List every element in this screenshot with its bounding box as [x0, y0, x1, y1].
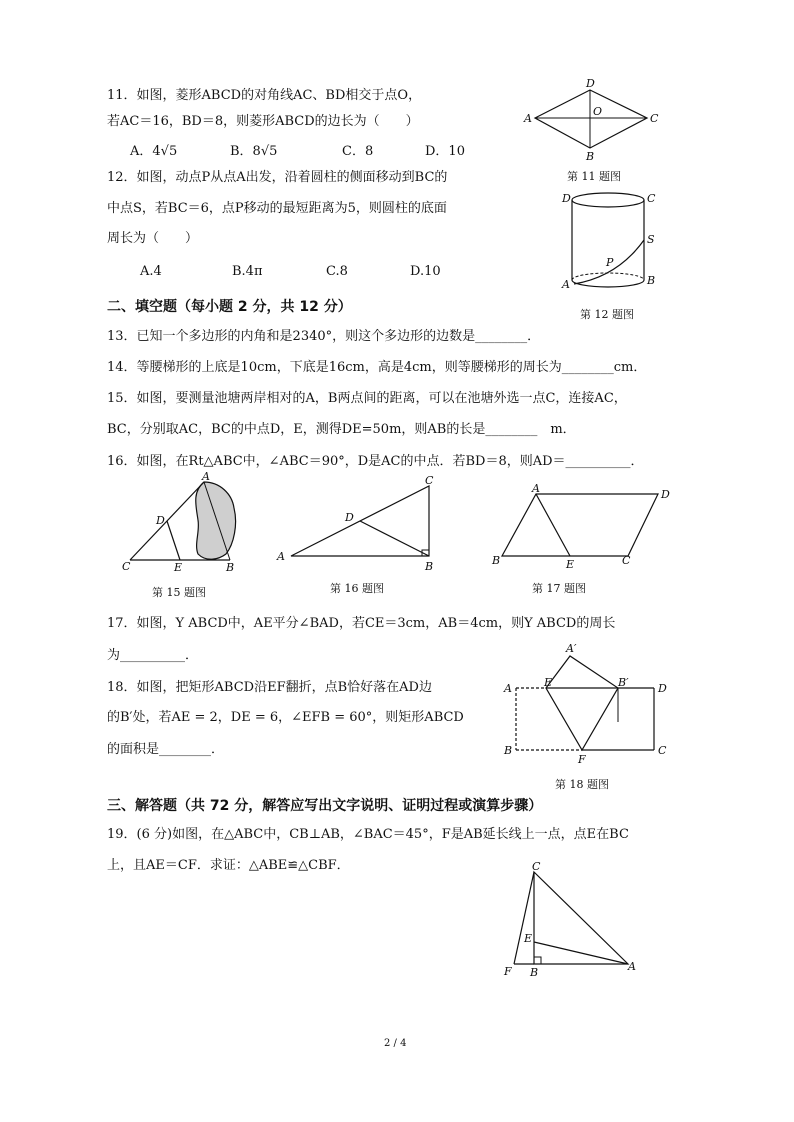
- q18-caption: 第 18 题图: [555, 778, 609, 791]
- q19-line1: 19．(6 分)如图，在△ABC中，CB⊥AB，∠BAC＝45°，F是AB延长线上一点，点E在BC: [107, 827, 629, 842]
- q18-label-c: C: [658, 744, 667, 757]
- q15-line2: BC，分别取AC，BC的中点D，E，测得DE=50m，则AB的长是________ m．: [107, 422, 576, 437]
- q17-label-c: C: [622, 554, 631, 567]
- q16-label-d: D: [345, 511, 354, 524]
- q12-line2: 中点S，若BC＝6，点P移动的最短距离为5，则圆柱的底面: [107, 201, 447, 216]
- q16-label-a: A: [277, 550, 285, 563]
- q12-label-d: D: [562, 192, 571, 205]
- q12-option-c: C.8: [326, 264, 348, 279]
- q11-caption: 第 11 题图: [567, 170, 621, 183]
- q16-caption: 第 16 题图: [330, 582, 384, 595]
- q11-line2: 若AC＝16，BD＝8，则菱形ABCD的边长为（ ）: [107, 114, 419, 129]
- q12-option-b: B.4π: [232, 264, 263, 279]
- section2-heading: 二、填空题（每小题 2 分，共 12 分）: [107, 299, 352, 315]
- q12-option-d: D.10: [410, 264, 441, 279]
- q18-label-f: F: [578, 753, 586, 766]
- q11-rhombus-figure: [520, 78, 670, 162]
- page-number: 2 / 4: [384, 1038, 407, 1049]
- q17-label-e: E: [566, 558, 575, 571]
- q15-caption: 第 15 题图: [152, 586, 206, 599]
- q11-label-d: D: [586, 77, 595, 90]
- q16-label-c: C: [425, 474, 434, 487]
- q19-triangle-figure: [498, 858, 648, 978]
- q18-label-e: E: [544, 676, 553, 689]
- q12-caption: 第 12 题图: [580, 308, 634, 321]
- q11-option-c: C．8: [342, 144, 374, 159]
- q19-label-c: C: [532, 860, 541, 873]
- q19-label-e: E: [524, 932, 533, 945]
- q12-cylinder-figure: [558, 188, 658, 298]
- q11-label-a: A: [524, 112, 532, 125]
- q18-label-a: A: [504, 682, 512, 695]
- q16-triangle-figure: [275, 474, 445, 573]
- q16-label-b: B: [425, 560, 434, 573]
- q17-line1: 17．如图，Y ABCD中，AE平分∠BAD，若CE＝3cm，AB＝4cm，则Y ABCD的周长: [107, 616, 616, 631]
- q13-text: 13．已知一个多边形的内角和是2340°，则这个多边形的边数是________．: [107, 329, 541, 344]
- q11-label-b: B: [586, 150, 595, 163]
- q16-text: 16．如图，在Rt△ABC中，∠ABC＝90°，D是AC的中点．若BD＝8，则AD＝__________．: [107, 454, 644, 469]
- q15-label-d: D: [156, 514, 165, 527]
- q11-line1: 11．如图，菱形ABCD的对角线AC、BD相交于点O，: [107, 88, 422, 103]
- q19-label-b: B: [530, 966, 539, 979]
- q18-label-b-prime: B′: [618, 676, 629, 689]
- q12-label-a: A: [562, 278, 570, 291]
- section3-heading: 三、解答题（共 72 分，解答应写出文字说明、证明过程或演算步骤）: [107, 798, 543, 814]
- q12-label-b: B: [647, 274, 656, 287]
- q11-option-a: A．4√5: [130, 144, 178, 159]
- q15-label-a: A: [202, 470, 210, 483]
- q18-line3: 的面积是________．: [107, 742, 225, 757]
- q18-rectangle-fold-figure: [500, 642, 680, 766]
- q17-parallelogram-figure: [488, 482, 678, 572]
- q17-caption: 第 17 题图: [532, 582, 586, 595]
- q17-line2: 为__________．: [107, 648, 199, 663]
- q19-label-a: A: [628, 960, 636, 973]
- q19-label-f: F: [504, 965, 512, 978]
- q12-label-s: S: [647, 233, 655, 246]
- q18-line1: 18．如图，把矩形ABCD沿EF翻折，点B恰好落在AD边: [107, 680, 432, 695]
- q18-label-b: B: [504, 744, 513, 757]
- q11-label-o: O: [593, 105, 603, 118]
- q18-label-d: D: [658, 682, 667, 695]
- q15-label-e: E: [174, 561, 183, 574]
- q11-option-b: B．8√5: [230, 144, 278, 159]
- q12-label-p: P: [606, 256, 614, 269]
- q15-label-b: B: [226, 561, 235, 574]
- q15-label-c: C: [122, 560, 131, 573]
- q19-line2: 上，且AE＝CF．求证：△ABE≌△CBF．: [107, 858, 350, 873]
- q14-text: 14．等腰梯形的上底是10cm，下底是16cm，高是4cm，则等腰梯形的周长为________cm．: [107, 360, 647, 375]
- q17-label-a: A: [532, 482, 540, 495]
- q15-line1: 15．如图，要测量池塘两岸相对的A，B两点间的距离，可以在池塘外选一点C，连接AC，: [107, 391, 627, 406]
- q17-label-b: B: [492, 554, 501, 567]
- q12-option-a: A.4: [140, 264, 162, 279]
- q18-line2: 的B′处，若AE = 2，DE = 6，∠EFB = 60°，则矩形ABCD: [107, 710, 464, 725]
- q12-line1: 12．如图，动点P从点A出发，沿着圆柱的侧面移动到BC的: [107, 170, 448, 185]
- q15-pond-figure: [118, 470, 258, 574]
- q11-option-d: D．10: [425, 144, 465, 159]
- q12-line3: 周长为（ ）: [107, 231, 199, 246]
- q18-label-a-prime: A′: [566, 642, 577, 655]
- q12-label-c: C: [647, 192, 656, 205]
- q17-label-d: D: [661, 488, 670, 501]
- q11-label-c: C: [650, 112, 659, 125]
